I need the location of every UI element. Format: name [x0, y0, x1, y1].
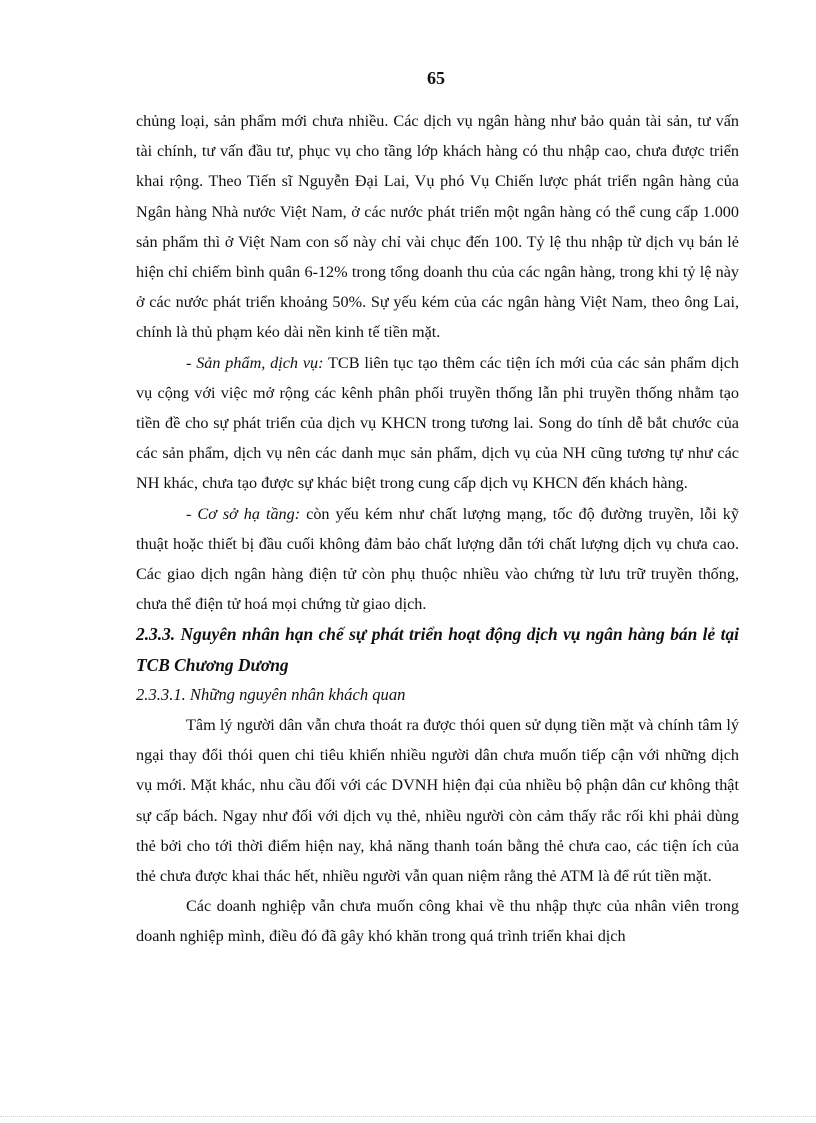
infrastructure-text: còn yếu kém như chất lượng mạng, tốc độ đường truyền, lỗi kỹ thuật hoặc thiết bị đầu cuối không đảm bảo chất lượng dẫn tới chất lượng dịch vụ chưa cao. Các giao dịch ngân hàng điện tử còn phụ thuộc nhiều vào chứng từ lưu trữ truyền thống, chưa thể điện tử hoá mọi chứng từ giao dịch. [136, 504, 739, 614]
page-content [136, 106, 739, 952]
paragraph-product-limits: chủng loại, sản phẩm mới chưa nhiều. Các dịch vụ ngân hàng như bảo quản tài sản, tư vấn tài chính, tư vấn đầu tư, phục vụ cho tầng lớp khách hàng có thu nhập cao, chưa được triển khai rộng. Theo Tiến sĩ Nguyễn Đại Lai, Vụ phó Vụ Chiến lược phát triển ngân hàng của Ngân hàng Nhà nước Việt Nam, ở các nước phát triển một ngân hàng có thể cung cấp 1.000 sản phẩm thì ở Việt Nam con số này chỉ vài chục đến 100. Tỷ lệ thu nhập từ dịch vụ bán lẻ hiện chỉ chiếm bình quân 6-12% trong tổng doanh thu của các ngân hàng, trong khi tỷ lệ này ở các nước phát triển khoảng 50%. Sự yếu kém của các ngân hàng Việt Nam, theo ông Lai, chính là thủ phạm kéo dài nền kinh tế tiền mặt. [136, 112, 739, 342]
section-heading: 2.3.3. Nguyên nhân hạn chế sự phát triển hoạt động dịch vụ ngân hàng bán lẻ tại TCB Chương Dương [136, 624, 739, 675]
products-services-label: - Sản phẩm, dịch vụ: [186, 353, 324, 372]
bottom-dotted-rule [0, 1116, 816, 1117]
products-services-text: TCB liên tục tạo thêm các tiện ích mới của các sản phẩm dịch vụ cộng với việc mở rộng các kênh phân phối truyền thống lẫn phi truyền thống nhằm tạo tiền đề cho sự phát triển của dịch vụ KHCN trong tương lai. Song do tính dễ bắt chước của các sản phẩm, dịch vụ nên các danh mục sản phẩm, dịch vụ của NH cũng tương tự như các NH khác, chưa tạo được sự khác biệt trong cung cấp dịch vụ KHCN đến khách hàng. [136, 353, 739, 493]
paragraph-infrastructure [136, 499, 739, 620]
paragraph-enterprises: Các doanh nghiệp vẫn chưa muốn công khai về thu nhập thực của nhân viên trong doanh nghiệp mình, điều đó đã gây khó khăn trong quá trình triển khai dịch [136, 897, 739, 946]
paragraph-cash-habits: Tâm lý người dân vẫn chưa thoát ra được thói quen sử dụng tiền mặt và chính tâm lý ngại thay đổi thói quen chi tiêu khiến nhiều người dân chưa muốn tiếp cận với những dịch vụ mới. Mặt khác, nhu cầu đối với các DVNH hiện đại của nhiều bộ phận dân cư không thật sự cấp bách. Ngay như đối với dịch vụ thẻ, nhiều người còn cảm thấy rắc rối khi phải dùng thẻ bởi cho tới thời điểm hiện nay, khả năng thanh toán bằng thẻ chưa cao, các tiện ích của thẻ chưa được khai thác hết, nhiều người vẫn quan niệm rằng thẻ ATM là để rút tiền mặt. [136, 716, 739, 886]
page-number: 65 [427, 68, 445, 88]
infrastructure-label: - Cơ sở hạ tầng: [186, 504, 301, 523]
subsection-heading: 2.3.3.1. Những nguyên nhân khách quan [136, 684, 406, 704]
paragraph-products-services [136, 348, 739, 499]
